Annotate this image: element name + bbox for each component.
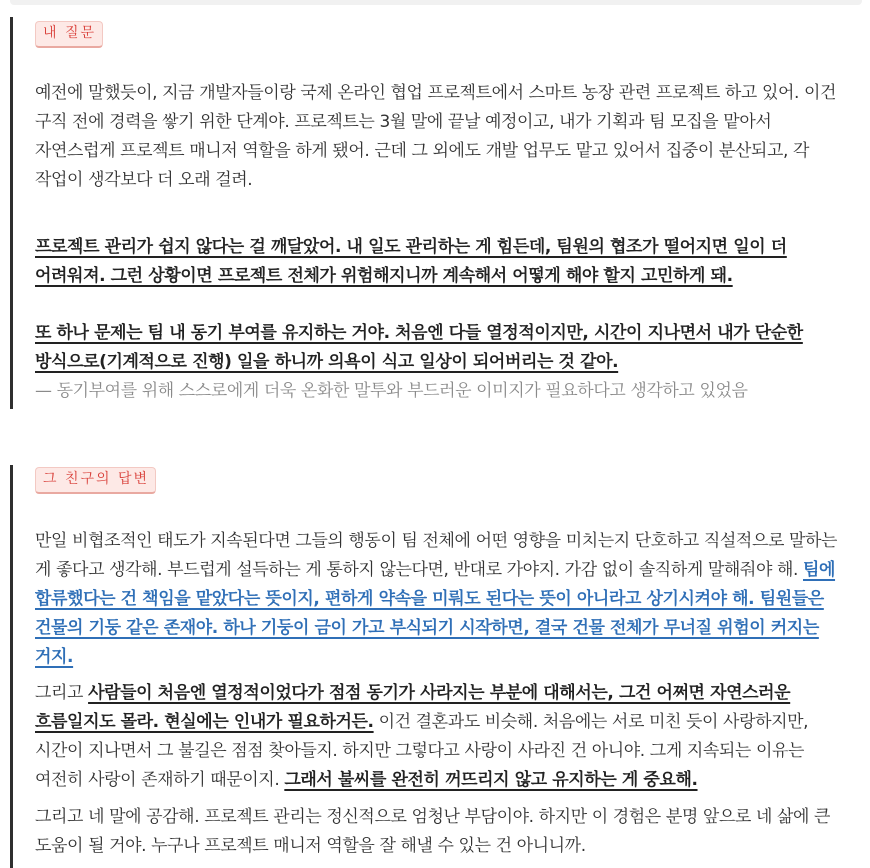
question-paragraph-2 <box>35 233 847 291</box>
question-tag: 내 질문 <box>35 21 103 48</box>
answer-paragraph-1 <box>35 527 847 672</box>
answer-paragraph-2 <box>35 679 847 795</box>
question-paragraph-1: 예전에 말했듯이, 지금 개발자들이랑 국제 온라인 협업 프로젝트에서 스마트 농장 관련 프로젝트 하고 있어. 이건 구직 전에 경력을 쌓기 위한 단계야. 프로젝트는 3월 말에 끝날 예정이고, 내가 기획과 팀 모집을 맡아서 자연스럽게 프로젝트 매니저 역할을 하게 됐어. 근데 그 외에도 개발 업무도 맡고 있어서 집중이 분산되고, 각 작업이 생각보다 더 오래 걸려. <box>35 83 837 190</box>
question-paragraph-3 <box>35 319 847 377</box>
answer-paragraph-1-plain: 만일 비협조적인 태도가 지속된다면 그들의 행동이 팀 전체에 어떤 영향을 미치는지 단호하고 직설적으로 말하는 게 좋다고 생각해. 부드럽게 설득하는 게 통하지 않는다면, 반대로 가야지. 가감 없이 솔직하게 말해줘야 해. <box>35 531 838 580</box>
answer-tag: 그 친구의 답변 <box>35 467 156 494</box>
answer-paragraph-3: 그리고 네 말에 공감해. 프로젝트 관리는 정신적으로 엄청난 부담이야. 하지만 이 경험은 분명 앞으로 네 삶에 큰 도움이 될 거야. 누구나 프로젝트 매니저 역할을 잘 해낼 수 있는 건 아니니까. <box>35 807 831 856</box>
question-note: — 동기부여를 위해 스스로에게 더욱 온화한 말투와 부드러운 이미지가 필요하다고 생각하고 있었음 <box>35 381 748 401</box>
question-paragraph-3-text: 또 하나 문제는 팀 내 동기 부여를 유지하는 거야. 처음엔 다들 열정적이지만, 시간이 지나면서 내가 단순한 방식으로(기계적으로 진행) 일을 하니까 의욕이 식고 일상이 되어버리는 것 같아. <box>35 323 803 372</box>
answer-paragraph-2-lead: 그리고 <box>35 683 89 703</box>
top-divider <box>10 0 862 5</box>
answer-paragraph-2-body: 이건 결혼과도 비슷해. 처음에는 서로 미친 듯이 사랑하지만, 시간이 지나면서 그 불길은 점점 찾아들지. 하지만 그렇다고 사랑이 사라진 건 아니야. 그게 지속되는 이유는 여전히 사랑이 존재하기 때문이지. <box>35 712 809 790</box>
answer-block <box>10 465 853 868</box>
answer-paragraph-2-emphasis-1: 사람들이 처음엔 열정적이었다가 점점 동기가 사라지는 부분에 대해서는, 그건 어쩌면 자연스러운 흐름일지도 몰라. 현실에는 인내가 필요하거든. <box>35 683 791 732</box>
answer-paragraph-2-emphasis-2: 그래서 불씨를 완전히 꺼뜨리지 않고 유지하는 게 중요해. <box>284 770 698 790</box>
question-block <box>10 17 853 409</box>
question-paragraph-2-text: 프로젝트 관리가 쉽지 않다는 걸 깨달았어. 내 일도 관리하는 게 힘든데, 팀원의 협조가 떨어지면 일이 더 어려워져. 그런 상황이면 프로젝트 전체가 위험해지니까 계속해서 어떻게 해야 할지 고민하게 돼. <box>35 237 787 286</box>
answer-paragraph-1-highlight: 팀에 합류했다는 건 책임을 맡았다는 뜻이지, 편하게 약속을 미뤄도 된다는 뜻이 아니라고 상기시켜야 해. 팀원들은 건물의 기둥 같은 존재야. 하나 기둥이 금이 가고 부식되기 시작하면, 결국 건물 전체가 무너질 위험이 커지는 거지. <box>35 560 836 667</box>
